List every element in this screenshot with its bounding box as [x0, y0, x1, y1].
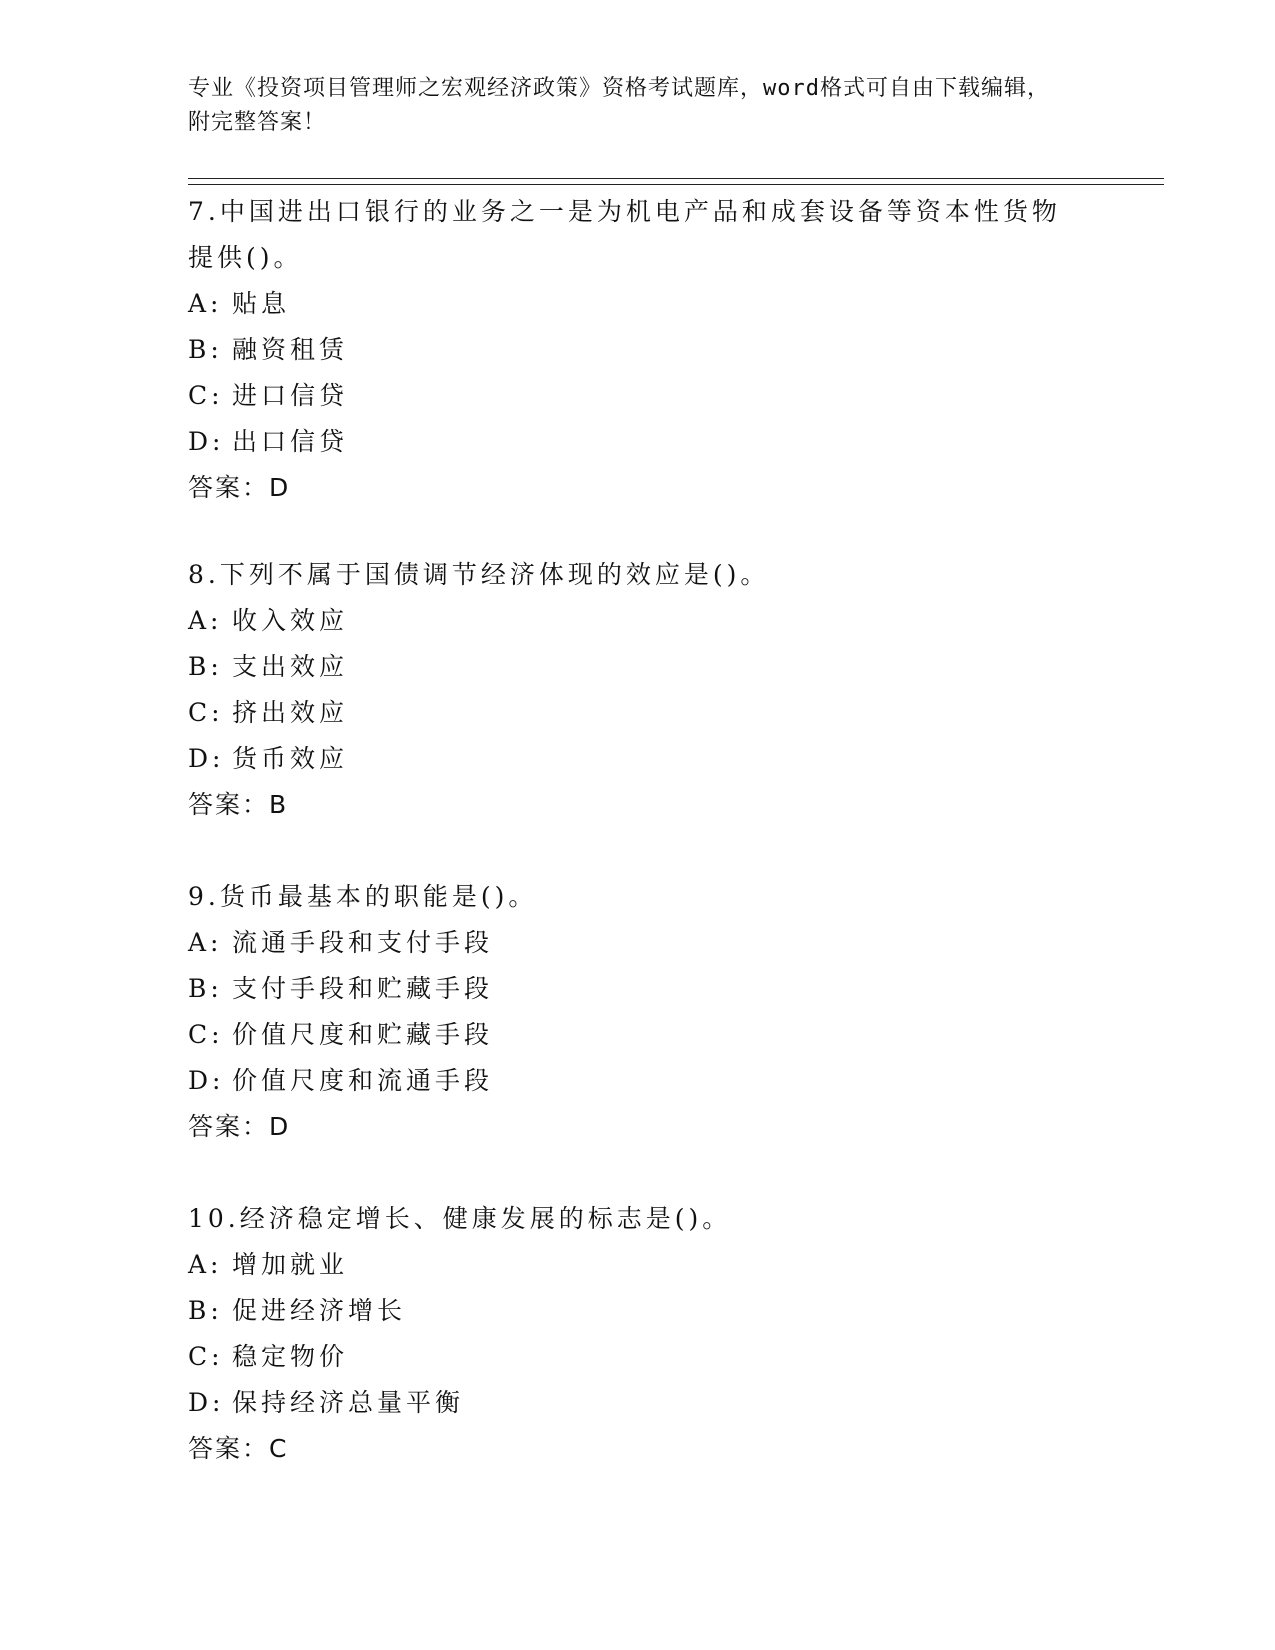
header-divider-bottom [188, 184, 1164, 185]
document-intro: 专业《投资项目管理师之宏观经济政策》资格考试题库，word格式可自由下载编辑，附完整答案！ [188, 76, 1050, 135]
question-9 [188, 874, 1088, 1150]
option-text: 保持经济总量平衡 [232, 1388, 465, 1417]
option-text: 稳定物价 [232, 1342, 349, 1371]
option-d [188, 1380, 1088, 1426]
option-text: 融资租赁 [232, 335, 349, 364]
option-key: B: [188, 652, 223, 681]
option-d [188, 419, 1088, 465]
option-text: 增加就业 [232, 1250, 349, 1279]
option-b [188, 327, 1088, 373]
question-stem: 10.经济稳定增长、健康发展的标志是()。 [188, 1204, 732, 1233]
option-key: A: [188, 928, 223, 957]
answer-line: 答案：C [188, 1434, 289, 1463]
option-key: A: [188, 1250, 223, 1279]
option-key: C: [188, 1020, 224, 1049]
option-a [188, 1242, 1088, 1288]
option-text: 促进经济增长 [232, 1296, 407, 1325]
option-key: D: [188, 1066, 225, 1095]
option-key: B: [188, 335, 223, 364]
option-text: 价值尺度和流通手段 [232, 1066, 494, 1095]
option-key: D: [188, 427, 225, 456]
option-c [188, 373, 1088, 419]
option-key: C: [188, 698, 224, 727]
option-text: 货币效应 [232, 744, 349, 773]
answer-line: 答案：B [188, 790, 289, 819]
option-key: D: [188, 744, 225, 773]
option-c [188, 1334, 1088, 1380]
header-divider-top [188, 178, 1164, 179]
option-key: C: [188, 381, 224, 410]
option-d [188, 1058, 1088, 1104]
question-stem: 7.中国进出口银行的业务之一是为机电产品和成套设备等资本性货物提供()。 [188, 197, 1061, 272]
option-key: A: [188, 289, 223, 318]
answer-line: 答案：D [188, 1112, 291, 1141]
option-a [188, 281, 1088, 327]
question-stem: 8.下列不属于国债调节经济体现的效应是()。 [188, 560, 770, 589]
option-key: C: [188, 1342, 224, 1371]
option-a [188, 920, 1088, 966]
option-text: 贴息 [232, 289, 291, 318]
option-text: 收入效应 [232, 606, 349, 635]
option-c [188, 690, 1088, 736]
option-c [188, 1012, 1088, 1058]
option-b [188, 966, 1088, 1012]
question-stem: 9.货币最基本的职能是()。 [188, 882, 538, 911]
question-8 [188, 552, 1088, 828]
option-text: 进口信贷 [232, 381, 349, 410]
option-key: D: [188, 1388, 225, 1417]
option-d [188, 736, 1088, 782]
option-text: 流通手段和支付手段 [232, 928, 494, 957]
question-10 [188, 1196, 1088, 1472]
question-7 [188, 189, 1088, 511]
option-b [188, 1288, 1088, 1334]
option-a [188, 598, 1088, 644]
option-text: 挤出效应 [232, 698, 349, 727]
answer-line: 答案：D [188, 473, 291, 502]
option-text: 支出效应 [232, 652, 349, 681]
option-key: B: [188, 974, 223, 1003]
option-text: 出口信贷 [232, 427, 349, 456]
option-key: B: [188, 1296, 223, 1325]
option-text: 价值尺度和贮藏手段 [232, 1020, 494, 1049]
option-key: A: [188, 606, 223, 635]
option-b [188, 644, 1088, 690]
option-text: 支付手段和贮藏手段 [232, 974, 494, 1003]
